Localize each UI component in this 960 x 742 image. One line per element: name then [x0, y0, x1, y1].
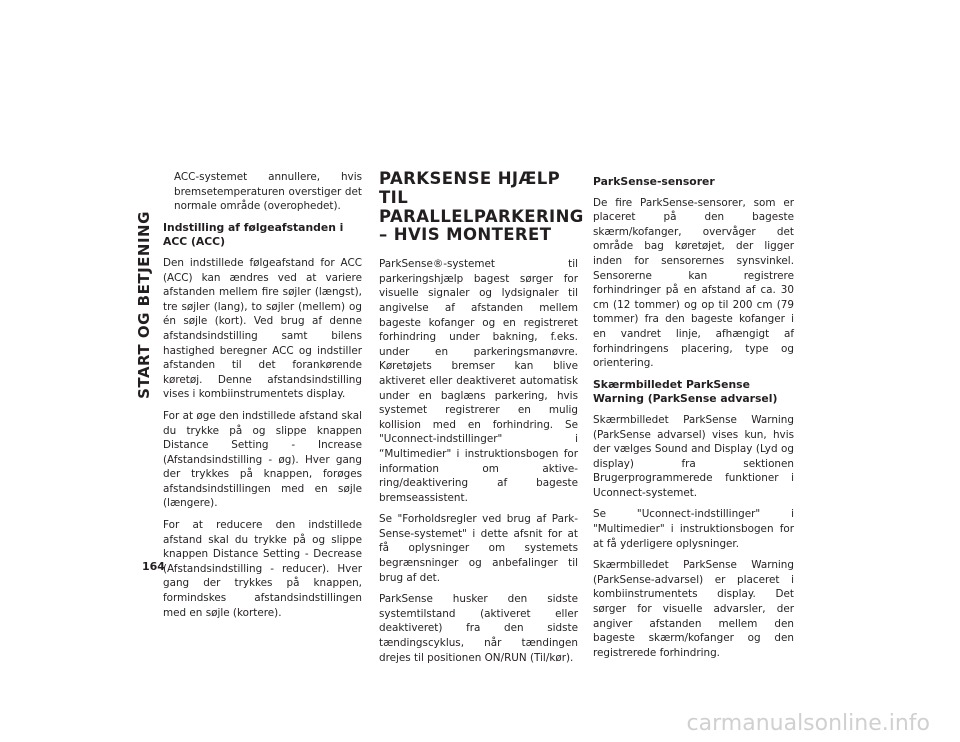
paragraph: Skærmbilledet ParkSense Warning (ParkSense-advarsel) er placeret i kombiinstrumentets display. Det sørger for visuelle advarsler, der angiver afstanden mellem den bageste skærm/kofanger og den registrerede forhindring. — [593, 559, 794, 659]
page-number: 164 — [142, 560, 165, 573]
column-left — [163, 170, 362, 627]
paragraph: De fire ParkSense-sensorer, som er placeret på den bageste skærm/kofanger, overvåger det område bag køretøjet, der ligger inden for sensorernes synsvinkel. Sensorerne kan registrere forhindringer på en afstand af ca. 30 cm (12 tommer) og op til 200 cm (79 tommer) fra den bageste kofanger i en vandret linje, afhængigt af forhindringens placering, type og orientering. — [593, 196, 794, 370]
paragraph: Se "Forholdsregler ved brug af ParkSense-systemet" i dette afsnit for at få oplysninger om systemets begrænsninger og anbefalinger til brug af det. — [379, 513, 578, 584]
section-heading: ParkSense-sensorer — [593, 175, 715, 188]
paragraph: ParkSense®-systemet til parkeringshjælp bagest sørger for visuelle signaler og lydsignaler til angivelse af afstanden mellem bageste kofanger og en registreret forhindring under bakning, f.eks. under en parkeringsmanøvre. Køretøjets bremser kan blive aktiveret eller deaktiveret automatisk under en baglæns parkering, hvis systemet registrerer en mulig kollision med en forhindring. Se "Uconnect-indstillinger" i “Multimedier" i instruktionsbogen for information om aktivering/deaktivering af bageste bremseassistent. — [379, 258, 578, 504]
section-heading: Skærmbilledet ParkSense Warning (ParkSense advarsel) — [593, 377, 778, 406]
paragraph: ACC-systemet annullere, hvis bremsetemperaturen overstiger det normale område (overophedet). — [174, 171, 362, 213]
watermark-footer: carmanualsonline.info — [686, 711, 930, 736]
paragraph: Se "Uconnect-indstillinger" i "Multimedier" i instruktionsbogen for at få yderligere oplysninger. — [593, 508, 794, 550]
paragraph: ParkSense husker den sidste systemtilstand (aktiveret eller deaktiveret) fra den sidste tændingscyklus, når tændingen drejes til positionen ON/RUN (Til/kør). — [379, 593, 578, 664]
paragraph: Den indstillede følgeafstand for ACC (ACC) kan ændres ved at variere afstanden mellem fire søjler (længst), tre søjler (lang), to søjler (mellem) og én søjle (kort). Ved brug af denne afstandsindstilling samt bilens hastighed beregner ACC og indstiller afstanden til det forankørende køretøj. Denne afstandsindstilling vises i kombiinstrumentets display. — [163, 256, 362, 401]
chapter-title: PARKSENSE HJÆLP TIL PARALLELPARKERING – HVIS MONTERET — [379, 169, 584, 245]
section-side-tab — [130, 175, 158, 435]
column-right — [593, 171, 794, 667]
paragraph: For at reducere den indstillede afstand skal du trykke på og slippe knappen Distance Setting - Decrease (Afstandsindstilling - reducer). Hver gang der trykkes på knappen, formindskes afstandsindstillingen med en søjle (kortere). — [163, 519, 362, 619]
column-middle — [379, 169, 584, 672]
section-title: START OG BETJENING — [135, 211, 153, 399]
paragraph: Skærmbilledet ParkSense Warning (ParkSense advarsel) vises kun, hvis der vælges Sound and Display (Lyd og display) fra sektionen Brugerprogrammerede funktioner i Uconnect-systemet. — [593, 413, 794, 499]
section-heading: Indstilling af følgeafstanden i ACC (ACC) — [163, 220, 344, 249]
paragraph: For at øge den indstillede afstand skal du trykke på og slippe knappen Distance Setting - Increase (Afstandsindstilling - øg). Hver gang der trykkes på knappen, forøges afstandsindstillingen med en søjle (længere). — [163, 409, 362, 510]
